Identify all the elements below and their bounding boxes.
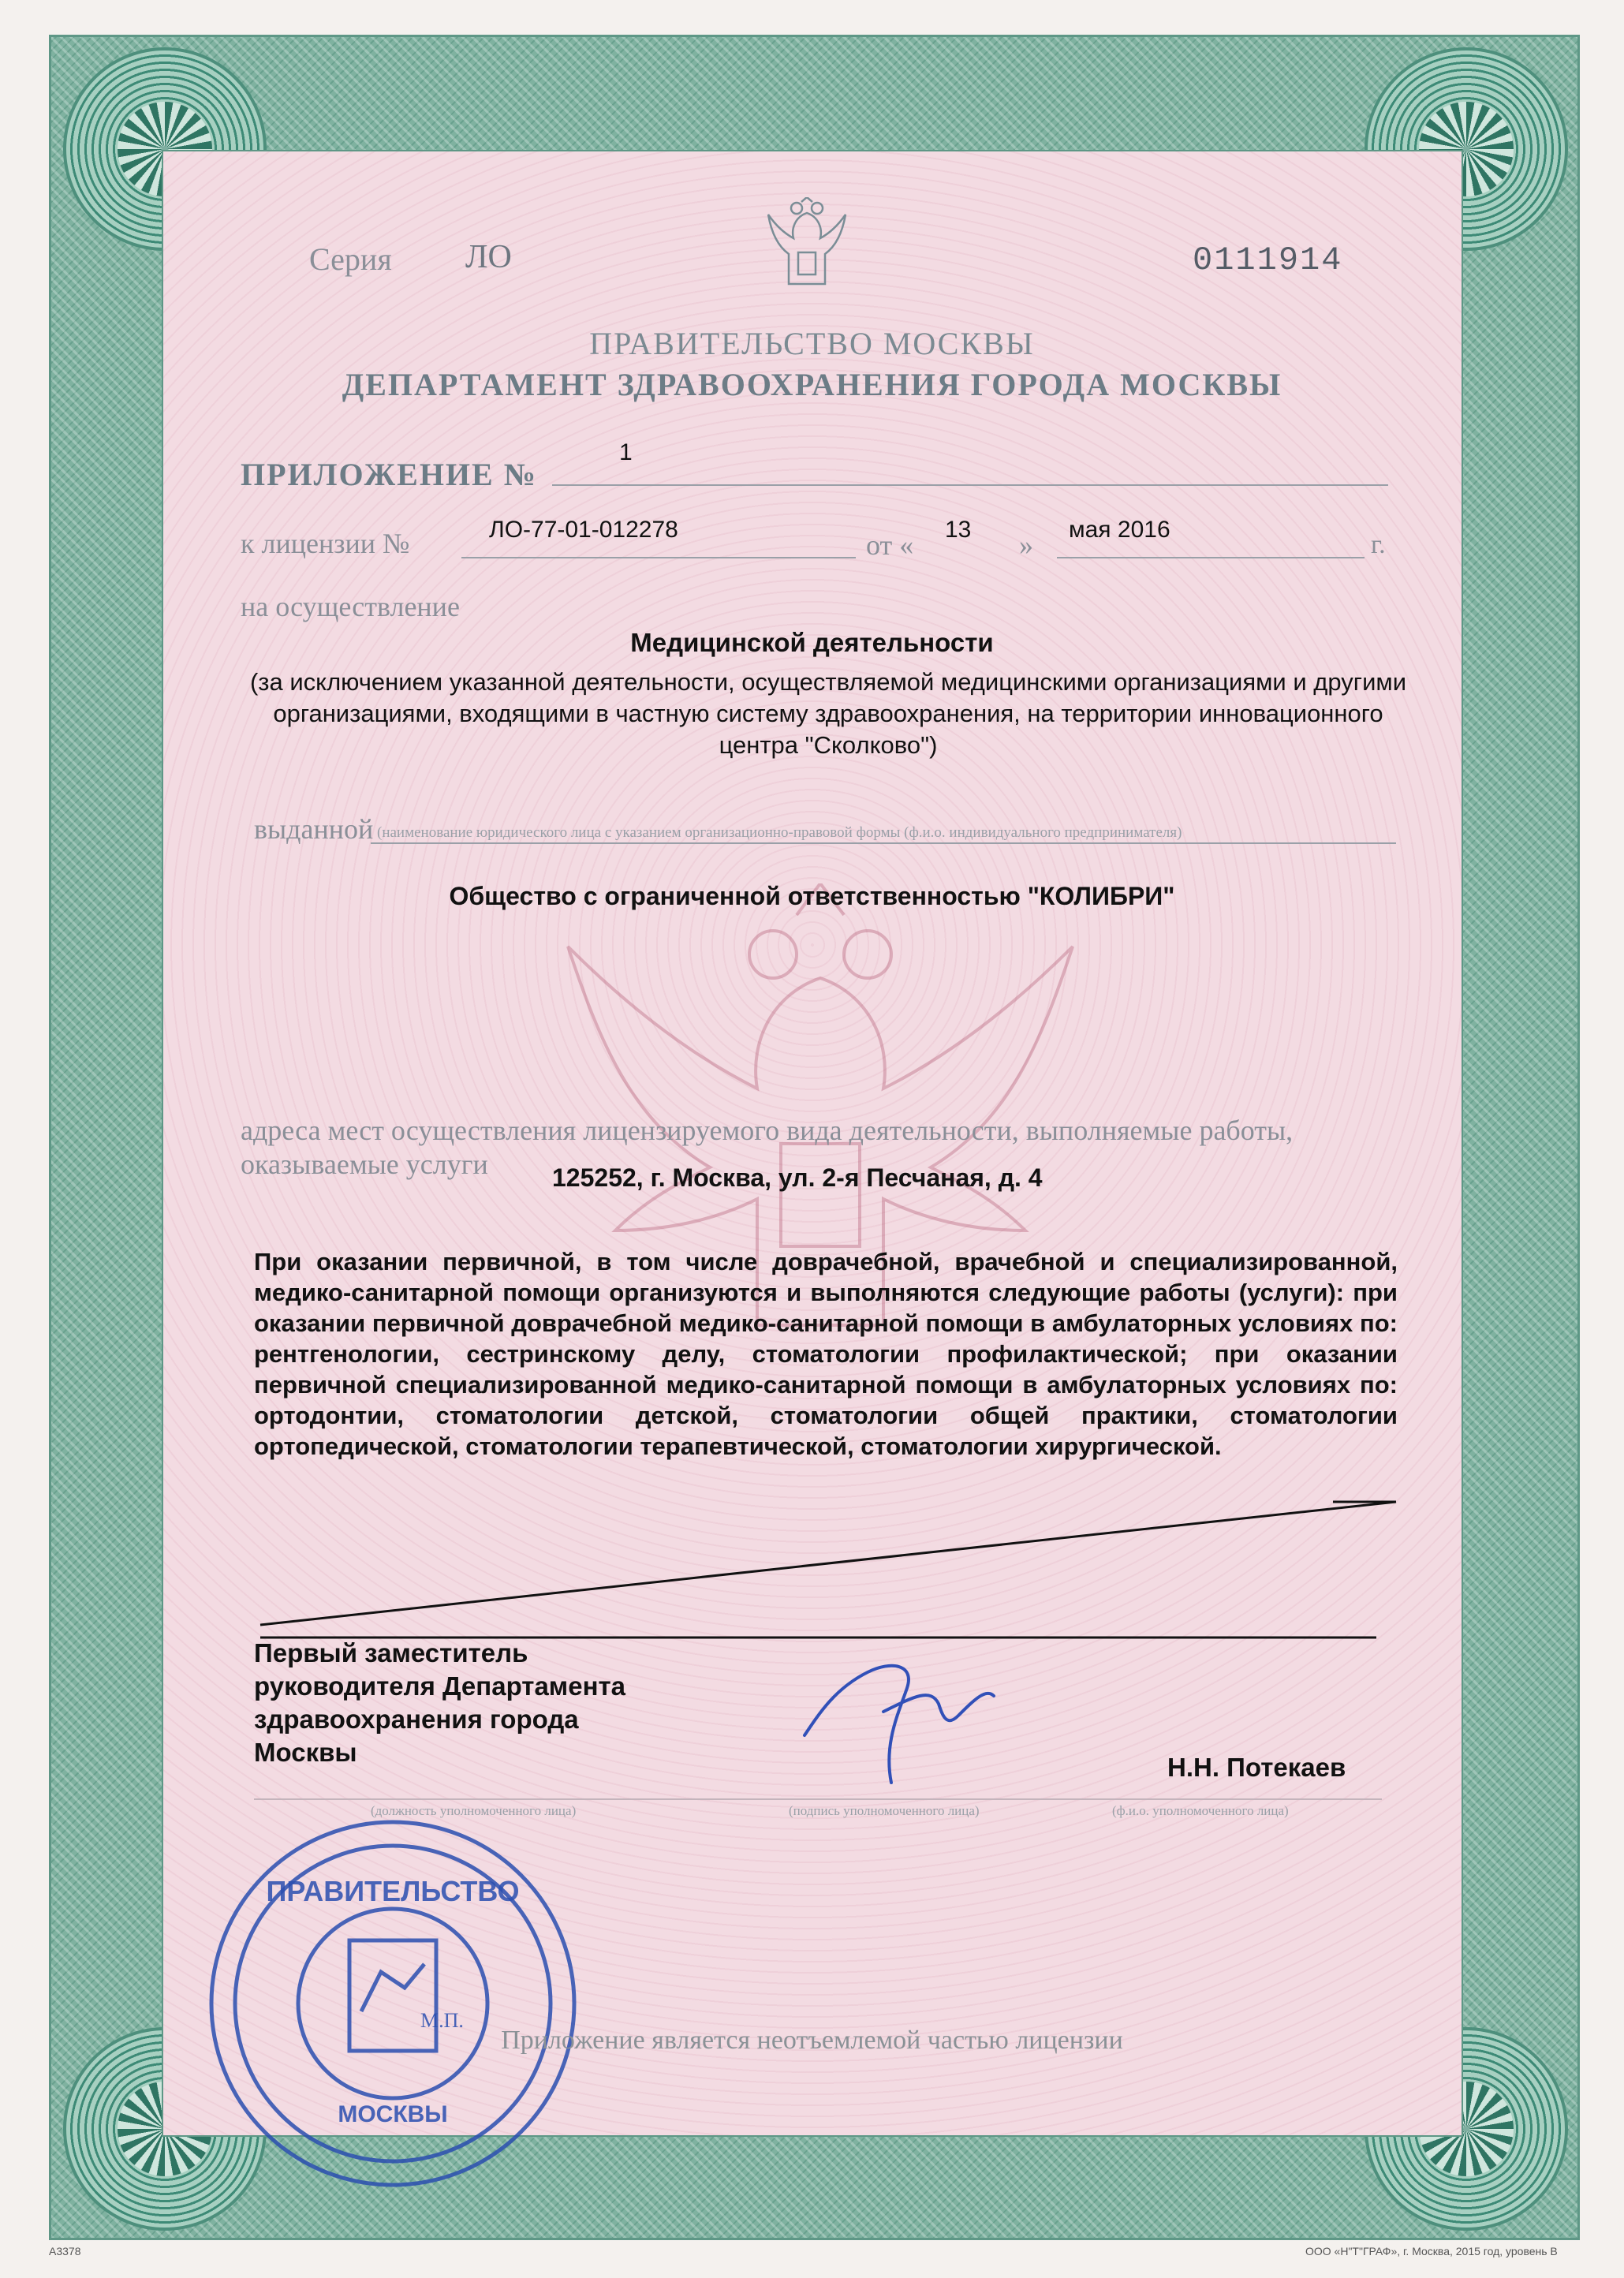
- signer-position: Первый заместитель руководителя Департамента здравоохранения города Москвы: [254, 1638, 626, 1767]
- svg-text:М.П.: М.П.: [420, 2009, 464, 2032]
- issued-hint: (наименование юридического лица с указанием организационно-правовой формы (ф.и.о. индивидуального предпринимателя): [377, 824, 1182, 841]
- address-label-line2: оказываемые услуги: [241, 1148, 488, 1180]
- issued-underline: [371, 842, 1396, 844]
- official-stamp-icon: [196, 1806, 590, 2201]
- printer-info: ООО «Н"Т"ГРАФ», г. Москва, 2015 год, уровень В: [1305, 2245, 1558, 2257]
- svg-text:ПРАВИТЕЛЬСТВО: ПРАВИТЕЛЬСТВО: [266, 1875, 520, 1907]
- coat-of-arms-icon: [763, 197, 850, 300]
- date-from-label: от «: [866, 529, 914, 561]
- date-close-quote: »: [1019, 529, 1033, 561]
- organization-name: Общество с ограниченной ответственностью "КОЛИБРИ": [449, 882, 1175, 910]
- license-number: ЛО-77-01-012278: [489, 517, 678, 543]
- issued-label: выданной: [254, 813, 374, 845]
- handwritten-signature-icon: [789, 1641, 1025, 1791]
- svg-text:МОСКВЫ: МОСКВЫ: [338, 2101, 448, 2127]
- signature-line: [254, 1798, 1382, 1800]
- address-label-line1: адреса мест осуществления лицензируемого вида деятельности, выполняемые работы,: [241, 1115, 1294, 1146]
- activity-title: Медицинской деятельности: [630, 628, 994, 657]
- caption-signature: (подпись уполномоченного лица): [789, 1803, 980, 1818]
- year-suffix: г.: [1371, 530, 1386, 559]
- activity-note: (за исключением указанной деятельности, осуществляемой медицинскими организациями и другими организациями, входящими в частную систему здравоохранения, на территории инновационного центра "Сколково"): [249, 668, 1407, 759]
- caption-position: (должность уполномоченного лица): [371, 1803, 577, 1818]
- government-title: ПРАВИТЕЛЬСТВО МОСКВЫ: [589, 326, 1035, 361]
- license-number-underline: [461, 557, 856, 558]
- series-value: ЛО: [465, 239, 512, 275]
- department-title: ДЕПАРТАМЕНТ ЗДРАВООХРАНЕНИЯ ГОРОДА МОСКВЫ: [342, 367, 1282, 402]
- works-description: При оказании первичной, в том числе доврачебной, врачебной и специализированной, медико-санитарной помощи организуются и выполняются следующие работы (услуги): при оказании первичной доврачебной медико-санитарной помощи в амбулаторных условиях по: рентгенологии, сестринскому делу, стоматологии профилактической; при оказании первичной специализированной медико-санитарной помощи в амбулаторных условиях по: ортодонтии, стоматологии детской, стоматологии общей практики, стоматологии ортопедической, стоматологии терапевтической, стоматологии хирургической.: [254, 1248, 1398, 1460]
- series-label: Серия: [309, 241, 392, 277]
- license-label: к лицензии №: [241, 528, 410, 559]
- caption-name: (ф.и.о. уполномоченного лица): [1112, 1803, 1289, 1818]
- form-code: А3378: [49, 2245, 81, 2257]
- signer-name: Н.Н. Потекаев: [1167, 1753, 1346, 1782]
- appendix-number: 1: [619, 439, 633, 465]
- date-underline: [1057, 557, 1365, 558]
- serial-number: 0111914: [1193, 241, 1343, 279]
- date-month-year: мая 2016: [1069, 517, 1170, 543]
- integral-part-note: Приложение является неотъемлемой частью лицензии: [501, 2026, 1123, 2055]
- date-day: 13: [945, 517, 972, 543]
- address-value: 125252, г. Москва, ул. 2-я Песчаная, д. 4: [552, 1163, 1043, 1192]
- appendix-label: ПРИЛОЖЕНИЕ №: [241, 457, 537, 492]
- appendix-number-underline: [552, 484, 1388, 486]
- activity-label: на осуществление: [241, 591, 460, 622]
